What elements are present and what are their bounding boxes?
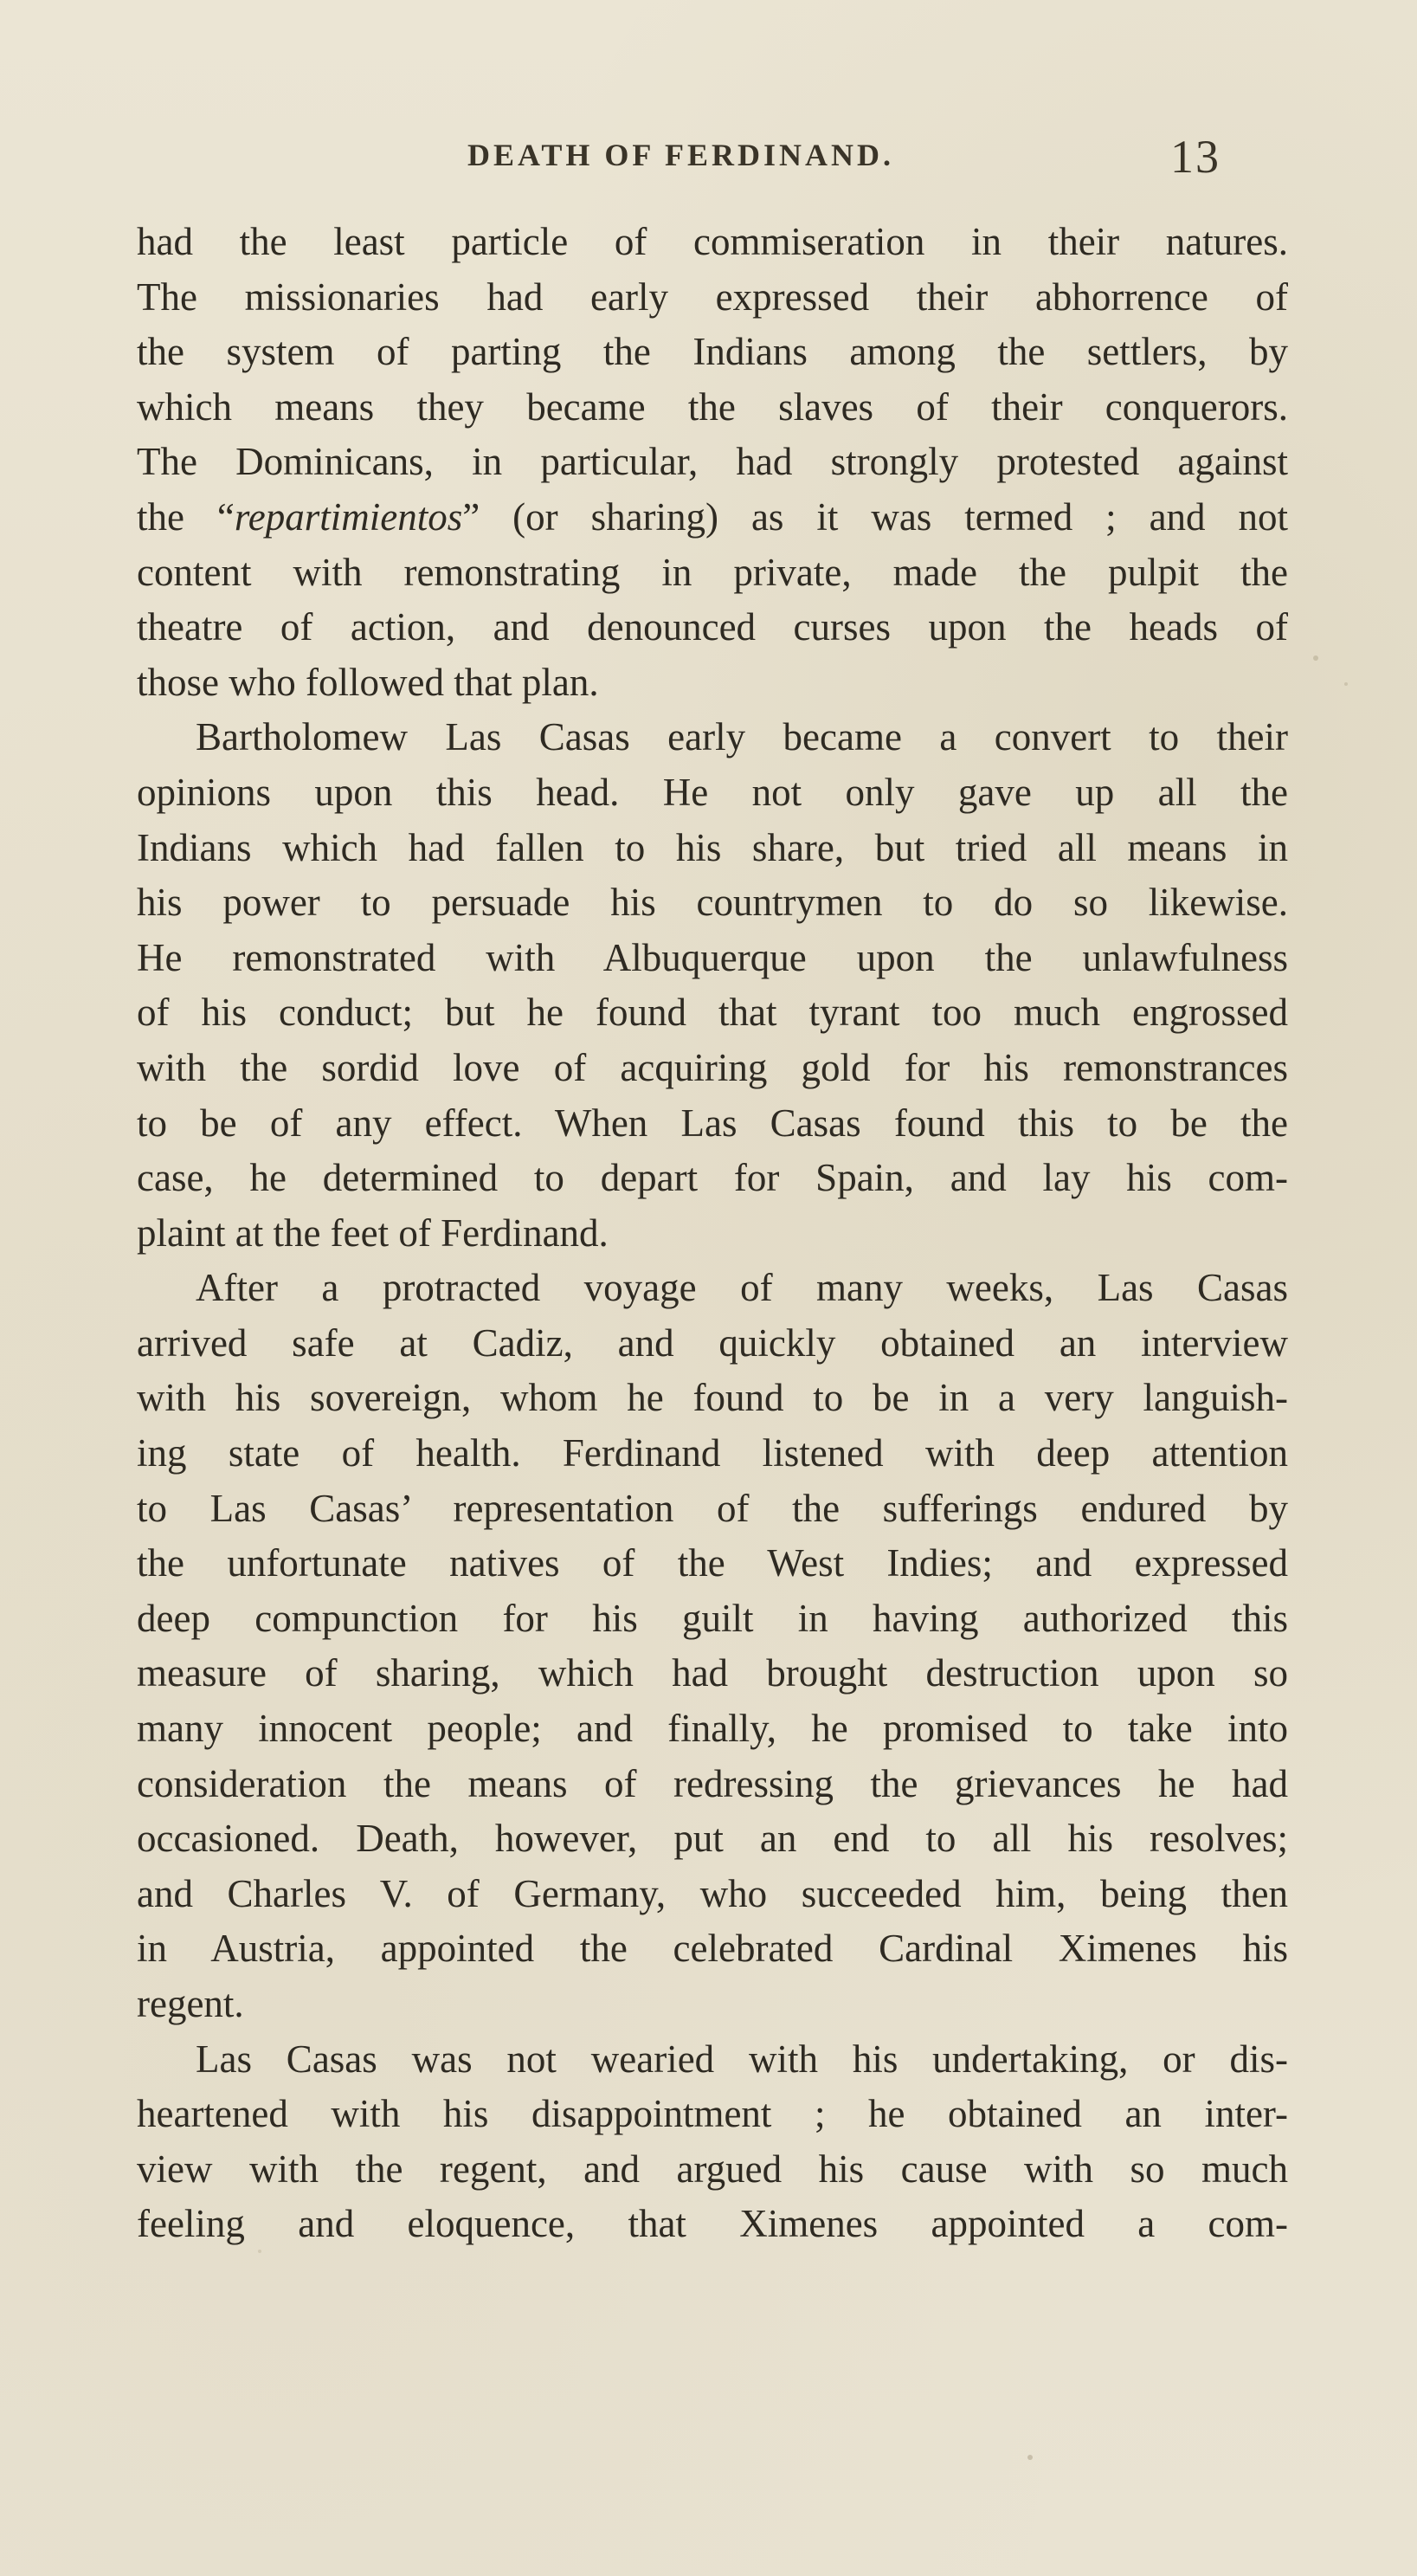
text-line: the unfortunate natives of the West Indies; and expressed (137, 1541, 1288, 1585)
speck (1027, 2455, 1033, 2460)
text-line: in Austria, appointed the celebrated Cardinal Ximenes his (137, 1927, 1288, 1971)
text-line: regent. (137, 1982, 244, 2025)
text-line: to Las Casas’ representation of the sufferings endured by (137, 1486, 1288, 1530)
text-line: those who followed that plan. (137, 660, 599, 704)
text-line: which means they became the slaves of their conquerors. (137, 384, 1288, 429)
text-line: The Dominicans, in particular, had strongly protested against (137, 440, 1288, 484)
text-line: plaint at the feet of Ferdinand. (137, 1211, 609, 1255)
text-line-with-italic (137, 490, 1288, 546)
text-line: of his conduct; but he found that tyrant too much engrossed (137, 991, 1288, 1035)
italic-term: repartimientos (234, 494, 463, 539)
running-title: DEATH OF FERDINAND. (467, 138, 895, 172)
speck (1344, 682, 1348, 686)
text-line: measure of sharing, which had brought destruction upon so (137, 1651, 1288, 1695)
text-line: arrived safe at Cadiz, and quickly obtained an interview (137, 1320, 1288, 1365)
text-line: view with the regent, and argued his cause with so much (137, 2147, 1288, 2191)
text-line: Indians which had fallen to his share, but tried all means in (137, 825, 1288, 869)
text-line: heartened with his disappointment ; he obtained an inter- (137, 2092, 1288, 2136)
text-fragment: the “ (137, 494, 235, 539)
paragraph-start-line: After a protracted voyage of many weeks, Las Casas (196, 1266, 1288, 1310)
text-line: many innocent people; and finally, he promised to take into (137, 1707, 1288, 1751)
body-text (137, 215, 1288, 2252)
text-line: the system of parting the Indians among the settlers, by (137, 330, 1288, 374)
text-line: occasioned. Death, however, put an end to all his resolves; (137, 1817, 1288, 1861)
text-line: opinions upon this head. He not only gave up all the (137, 770, 1288, 814)
text-line: content with remonstrating in private, made the pulpit the (137, 550, 1288, 594)
text-line: theatre of action, and denounced curses upon the heads of (137, 605, 1288, 649)
speck (1313, 655, 1318, 661)
text-line: ing state of health. Ferdinand listened with deep attention (137, 1431, 1288, 1475)
paragraph-start-line: Bartholomew Las Casas early became a convert to their (196, 715, 1288, 759)
text-line: with the sordid love of acquiring gold for his remonstrances (137, 1045, 1288, 1089)
page-number: 13 (1170, 131, 1221, 183)
text-line: to be of any effect. When Las Casas found this to be the (137, 1101, 1288, 1145)
text-line: feeling and eloquence, that Ximenes appointed a com- (137, 2202, 1288, 2246)
running-head (467, 130, 1221, 190)
text-line: deep compunction for his guilt in having authorized this (137, 1596, 1288, 1640)
text-line: had the least particle of commiseration in their natures. (137, 220, 1288, 263)
text-line: case, he determined to depart for Spain, and lay his com- (137, 1156, 1288, 1200)
text-line: He remonstrated with Albuquerque upon the unlawfulness (137, 935, 1288, 979)
text-line: his power to persuade his countrymen to do so likewise. (137, 881, 1288, 925)
text-line: with his sovereign, whom he found to be in a very languish- (137, 1376, 1288, 1420)
text-line: and Charles V. of Germany, who succeeded him, being then (137, 1871, 1288, 1915)
paragraph-start-line: Las Casas was not wearied with his undertaking, or dis- (196, 2037, 1288, 2081)
text-line: The missionaries had early expressed their abhorrence of (137, 274, 1288, 319)
text-fragment: ” (or sharing) as it was termed ; and not (462, 494, 1289, 539)
text-line: consideration the means of redressing the grievances he had (137, 1761, 1288, 1805)
